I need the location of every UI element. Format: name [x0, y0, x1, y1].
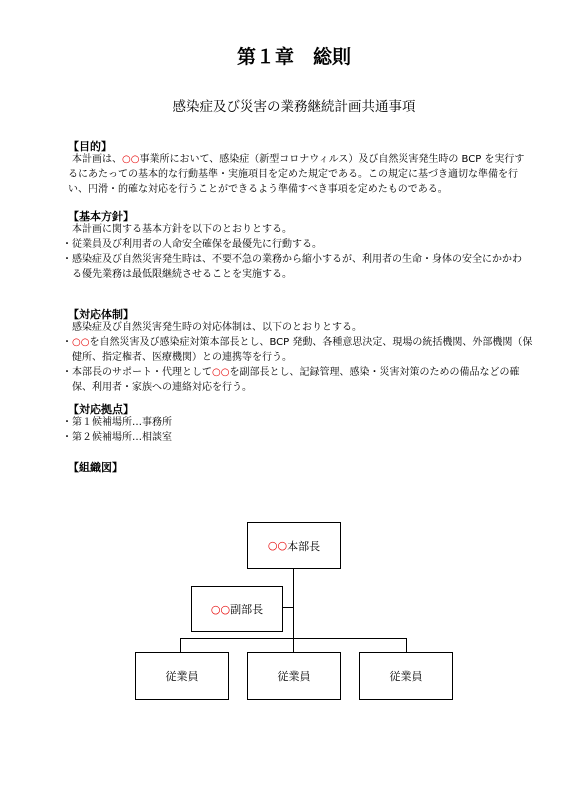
section-heading-structure: 【対応体制】	[68, 308, 134, 321]
org-box-staff-2	[247, 652, 341, 700]
structure-line-2-post: を自然災害及び感染症対策本部長とし、BCP 発動、各種意思決定、現場の統括機関、外部機関（保	[89, 337, 533, 348]
org-head-label: 本部長	[287, 539, 321, 553]
placeholder-mark: ○○	[267, 539, 288, 552]
bases-line-2: ・第２候補場所…相談室	[62, 432, 172, 443]
policy-line-3: ・感染症及び自然災害発生時は、不要不急の業務から縮小するが、利用者の生命・身体の安全にかかわ	[62, 254, 522, 265]
org-box-deputy	[191, 586, 283, 632]
section-body-bases	[62, 415, 172, 445]
section-heading-org: 【組織図】	[68, 461, 123, 474]
placeholder-mark: ○○	[122, 154, 140, 165]
structure-line-3: 健所、指定権者、医療機関）との連携等を行う。	[72, 352, 292, 363]
org-staff-label: 従業員	[165, 670, 199, 683]
purpose-line-3: い、円滑・的確な対応を行うことができるよう準備すべき事項を定めたものである。	[68, 184, 448, 195]
org-box-staff-1	[135, 652, 229, 700]
section-body-structure	[62, 320, 532, 395]
structure-line-4-pre: ・本部長のサポート・代理として	[62, 367, 212, 378]
org-box-head	[247, 522, 341, 569]
section-heading-purpose: 【目的】	[68, 140, 112, 153]
policy-line-2: ・従業員及び利用者の人命安全確保を最優先に行動する。	[62, 239, 322, 250]
bullet: ・	[62, 337, 72, 348]
connector-horizontal	[180, 638, 407, 639]
purpose-line-1-post: 事業所において、感染症（新型コロナウィルス）及び自然災害発生時の BCP を実行す	[139, 154, 525, 165]
connector-vertical-main	[293, 568, 294, 652]
connector-staff-right	[406, 638, 407, 652]
placeholder-mark: ○○	[212, 367, 230, 378]
placeholder-mark: ○○	[210, 602, 231, 616]
structure-line-2	[62, 335, 532, 350]
structure-line-1: 感染症及び自然災害発生時の対応体制は、以下のとおりとする。	[72, 322, 362, 333]
placeholder-mark: ○○	[72, 337, 90, 348]
structure-line-4	[62, 365, 532, 380]
connector-staff-left	[180, 638, 181, 652]
section-body-purpose	[68, 152, 524, 197]
policy-line-4: る優先業務は最低限継続させることを実施する。	[72, 269, 292, 280]
chapter-title: 第１章 総則	[236, 46, 351, 68]
document-subtitle: 感染症及び災害の業務継続計画共通事項	[172, 99, 416, 115]
section-body-policy	[62, 222, 522, 282]
bases-line-1: ・第１候補場所…事務所	[62, 417, 172, 428]
structure-line-5: 保、利用者・家族への連絡対応を行う。	[72, 382, 252, 393]
section-heading-policy: 【基本方針】	[68, 210, 134, 223]
purpose-line-1-pre: 本計画は、	[72, 154, 122, 165]
org-staff-label: 従業員	[389, 670, 423, 683]
purpose-line-1	[68, 152, 524, 167]
policy-line-1: 本計画に関する基本方針を以下のとおりとする。	[72, 224, 292, 235]
org-staff-label: 従業員	[277, 670, 311, 683]
purpose-line-2: るにあたっての基本的な行動基準・実施項目を定めた規定である。この規定に基づき適切な準備を行	[68, 169, 518, 180]
org-deputy-label: 副部長	[230, 603, 264, 616]
org-box-staff-3	[359, 652, 453, 700]
structure-line-4-post: を副部長とし、記録管理、感染・災害対策のための備品などの確	[229, 367, 520, 378]
section-heading-bases: 【対応拠点】	[68, 403, 134, 416]
